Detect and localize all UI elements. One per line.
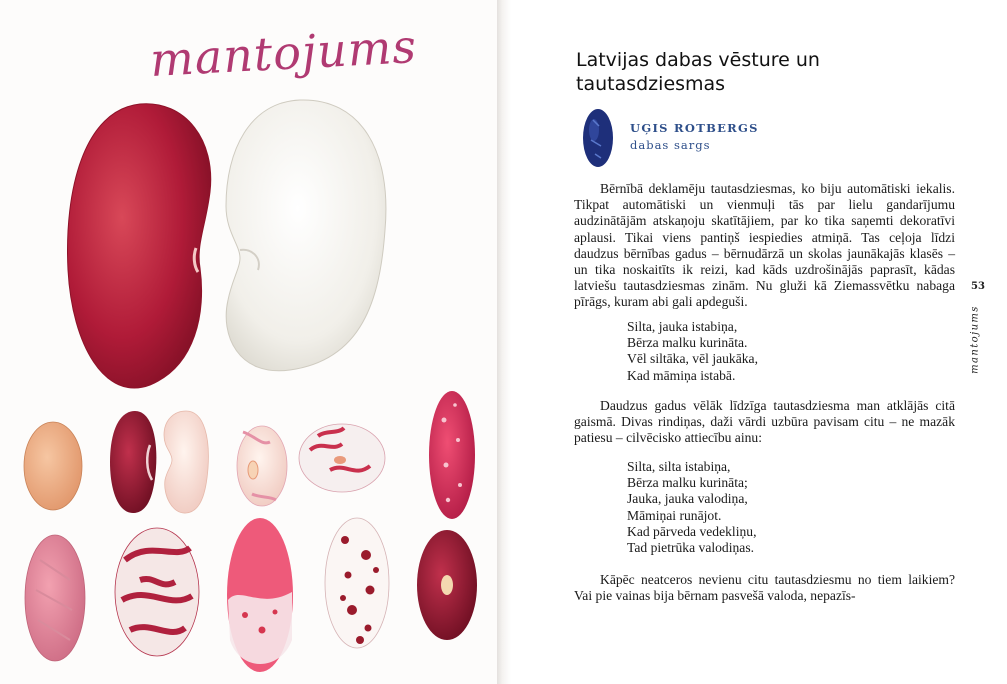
right-page bbox=[511, 0, 1007, 684]
verse-line: Jauka, jauka valodiņa, bbox=[627, 491, 748, 507]
verse-line: Tad pietrūka valodiņas. bbox=[627, 539, 755, 555]
running-head-text: mantojums bbox=[969, 305, 981, 374]
verse-line: Vēl siltāka, vēl jaukāka, bbox=[627, 351, 758, 367]
verse-line: Bērza malku kurināta; bbox=[627, 475, 748, 491]
verse-line: Kad pārveda vedekliņu, bbox=[627, 523, 757, 539]
paragraph: Bērnībā deklamēju tautasdziesmas, ko biju automātiski iekalis. Tikpat automātiski un vienmuļi tās par lielu gandarījumu audzinātājām atskaņoju skatītājiem, par ko tika saņemti dekoratīvi aplausi. Tikai viens pantiņš iespiedies atmiņā. Tas ceļoja līdzi daudzus bērnības gadus – bērnudārzā un skolas jaunākajās klasēs – un tika noskaitīts ik reizi, kad kāds uzdrošinājās paprasīt, kādas latviešu tautasdziesmas zinām. Nu gluži kā Ziemassvētku nabaga pīrāgs, kuram abi gali apdeguši. bbox=[574, 181, 955, 310]
verse bbox=[627, 319, 758, 384]
verse-line: Silta, jauka istabiņa, bbox=[627, 319, 738, 334]
bean-pink-cream bbox=[237, 426, 287, 506]
paragraph: Daudzus gadus vēlāk līdzīga tautasdziesma man atklājās citā gaismā. Divas rindiņas, daži vārdi uzbūra pavisam citu – ne mazāk patiesu – cilvēcisko attiecību ainu: bbox=[574, 398, 955, 446]
author-role: dabas sargs bbox=[630, 138, 711, 152]
paragraph: Kāpēc neatceros nevienu citu tautasdziesmu no tiem laikiem? Vai pie vainas bija bērnam pasvešā valoda, nepazīs- bbox=[574, 572, 955, 604]
bean-dark-red-half bbox=[110, 411, 156, 513]
book-spine bbox=[497, 0, 511, 684]
blue-bean-icon bbox=[579, 106, 617, 170]
bean-cream-half bbox=[164, 411, 208, 513]
bean-illustration bbox=[0, 0, 497, 684]
bean-pink-striped bbox=[25, 535, 85, 661]
verse-line: Māmiņai runājot. bbox=[627, 507, 722, 523]
author-name: UĢIS ROTBERGS bbox=[630, 121, 759, 135]
bean-large-red bbox=[68, 104, 211, 388]
verse-line: Bērza malku kurināta. bbox=[627, 335, 748, 351]
bean-peach bbox=[24, 422, 82, 510]
article-title: Latvijas dabas vēsture un tautasdziesmas bbox=[576, 49, 820, 95]
left-page bbox=[0, 0, 497, 684]
verse bbox=[627, 459, 756, 556]
bean-large-white bbox=[226, 100, 386, 371]
verse-line: Kad māmiņa istabā. bbox=[627, 367, 736, 383]
verse-line: Silta, silta istabiņa, bbox=[627, 459, 731, 474]
page-number: 53 bbox=[971, 281, 985, 292]
bean-white-spotted bbox=[325, 518, 389, 648]
bean-red-speckled bbox=[429, 391, 475, 519]
handwritten-title: mantojums bbox=[148, 19, 419, 87]
